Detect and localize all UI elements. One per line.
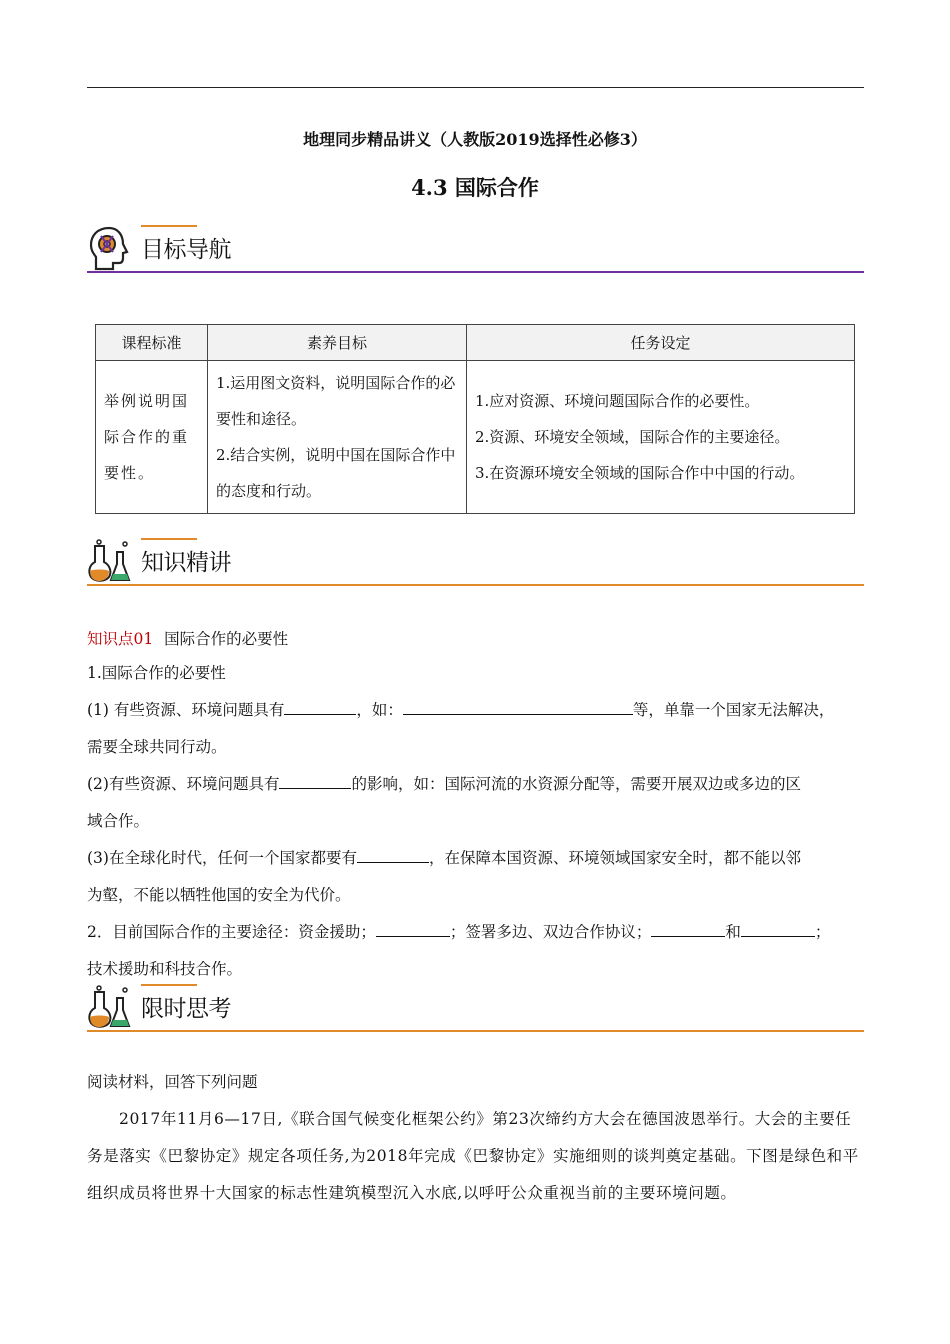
flask-icon bbox=[87, 984, 131, 1030]
text-run: 2．目前国际合作的主要途径：资金援助； bbox=[87, 923, 376, 941]
head-gear-icon bbox=[87, 225, 131, 271]
section-accent bbox=[141, 538, 197, 540]
knowledge-line bbox=[87, 840, 864, 877]
goal-item: 1.运用图文资料，说明国际合作的必要性和途径。 bbox=[216, 374, 456, 428]
knowledge-line bbox=[87, 766, 864, 803]
knowledge-line: 技术援助和科技合作。 bbox=[87, 960, 243, 978]
reading-block bbox=[87, 1064, 864, 1212]
text-run: ，在保障本国资源、环境领域国家安全时，都不能以邻 bbox=[428, 849, 801, 867]
fill-blank[interactable] bbox=[279, 774, 351, 789]
knowledge-line: 域合作。 bbox=[87, 812, 150, 830]
table-cell-tasks bbox=[467, 361, 855, 514]
fill-blank[interactable] bbox=[284, 700, 356, 715]
task-item: 2.资源、环境安全领域，国际合作的主要途径。 bbox=[475, 428, 790, 446]
fill-blank[interactable] bbox=[376, 922, 450, 937]
reading-passage: 2017年11月6—17日,《联合国气候变化框架公约》第23次缔约方大会在德国波恩举行。大会的主要任务是落实《巴黎协定》规定各项任务,为2018年完成《巴黎协定》实施细则的谈判奠定基础。下图是绿色和平组织成员将世界十大国家的标志性建筑模型沉入水底,以呼吁公众重视当前的主要环境问题。 bbox=[87, 1110, 859, 1202]
knowledge-point-title: 国际合作的必要性 bbox=[164, 630, 289, 648]
document-subtitle: 地理同步精品讲义（人教版2019选择性必修3） bbox=[303, 130, 647, 149]
table-row bbox=[96, 361, 855, 514]
section-knowledge-rule bbox=[87, 584, 864, 586]
knowledge-content bbox=[87, 655, 864, 988]
section-think-label: 限时思考 bbox=[141, 996, 231, 1022]
reading-intro: 阅读材料，回答下列问题 bbox=[87, 1073, 258, 1091]
text-run: (3)在全球化时代，任何一个国家都要有 bbox=[87, 849, 357, 867]
table-cell-goals bbox=[208, 361, 467, 514]
fill-blank[interactable] bbox=[651, 922, 725, 937]
fill-blank[interactable] bbox=[357, 848, 429, 863]
knowledge-heading: 1.国际合作的必要性 bbox=[87, 664, 226, 682]
fill-blank[interactable] bbox=[741, 922, 815, 937]
table-header-row bbox=[96, 325, 855, 361]
curriculum-table bbox=[95, 324, 855, 514]
knowledge-line bbox=[87, 692, 864, 729]
table-header-cell: 素养目标 bbox=[208, 325, 467, 361]
task-item: 3.在资源环境安全领域的国际合作中中国的行动。 bbox=[475, 464, 805, 482]
fill-blank[interactable] bbox=[403, 700, 633, 715]
knowledge-line bbox=[87, 914, 864, 951]
header-rule bbox=[87, 87, 864, 88]
document-title: 4.3 国际合作 bbox=[411, 175, 539, 200]
knowledge-line: 为壑，不能以牺牲他国的安全为代价。 bbox=[87, 886, 351, 904]
text-run: ； bbox=[814, 923, 831, 941]
section-goals-label: 目标导航 bbox=[141, 237, 231, 263]
table-cell-standard: 举例说明国际合作的重要性。 bbox=[96, 361, 208, 514]
section-goals-header bbox=[87, 225, 864, 275]
knowledge-point-heading bbox=[87, 627, 864, 649]
table-header-cell: 课程标准 bbox=[96, 325, 208, 361]
section-think-header bbox=[87, 984, 864, 1034]
text-run: (1) 有些资源、环境问题具有 bbox=[87, 701, 285, 719]
text-run: ，如： bbox=[356, 701, 403, 719]
section-knowledge-label: 知识精讲 bbox=[141, 550, 231, 576]
text-run: 的影响，如：国际河流的水资源分配等，需要开展双边或多边的区 bbox=[351, 775, 801, 793]
section-think-rule bbox=[87, 1030, 864, 1032]
knowledge-point-tag: 知识点01 bbox=[87, 630, 154, 648]
text-run: 等，单靠一个国家无法解决， bbox=[632, 701, 835, 719]
table-header-cell: 任务设定 bbox=[467, 325, 855, 361]
text-run: 和 bbox=[725, 923, 741, 941]
text-run: ；签署多边、双边合作协议； bbox=[449, 923, 652, 941]
task-item: 1.应对资源、环境问题国际合作的必要性。 bbox=[475, 392, 760, 410]
section-goals-rule bbox=[87, 271, 864, 273]
flask-icon bbox=[87, 538, 131, 584]
section-accent bbox=[141, 984, 197, 986]
section-accent bbox=[141, 225, 197, 227]
text-run: (2)有些资源、环境问题具有 bbox=[87, 775, 280, 793]
knowledge-line: 需要全球共同行动。 bbox=[87, 738, 227, 756]
goal-item: 2.结合实例，说明中国在国际合作中的态度和行动。 bbox=[216, 446, 456, 500]
section-knowledge-header bbox=[87, 538, 864, 588]
